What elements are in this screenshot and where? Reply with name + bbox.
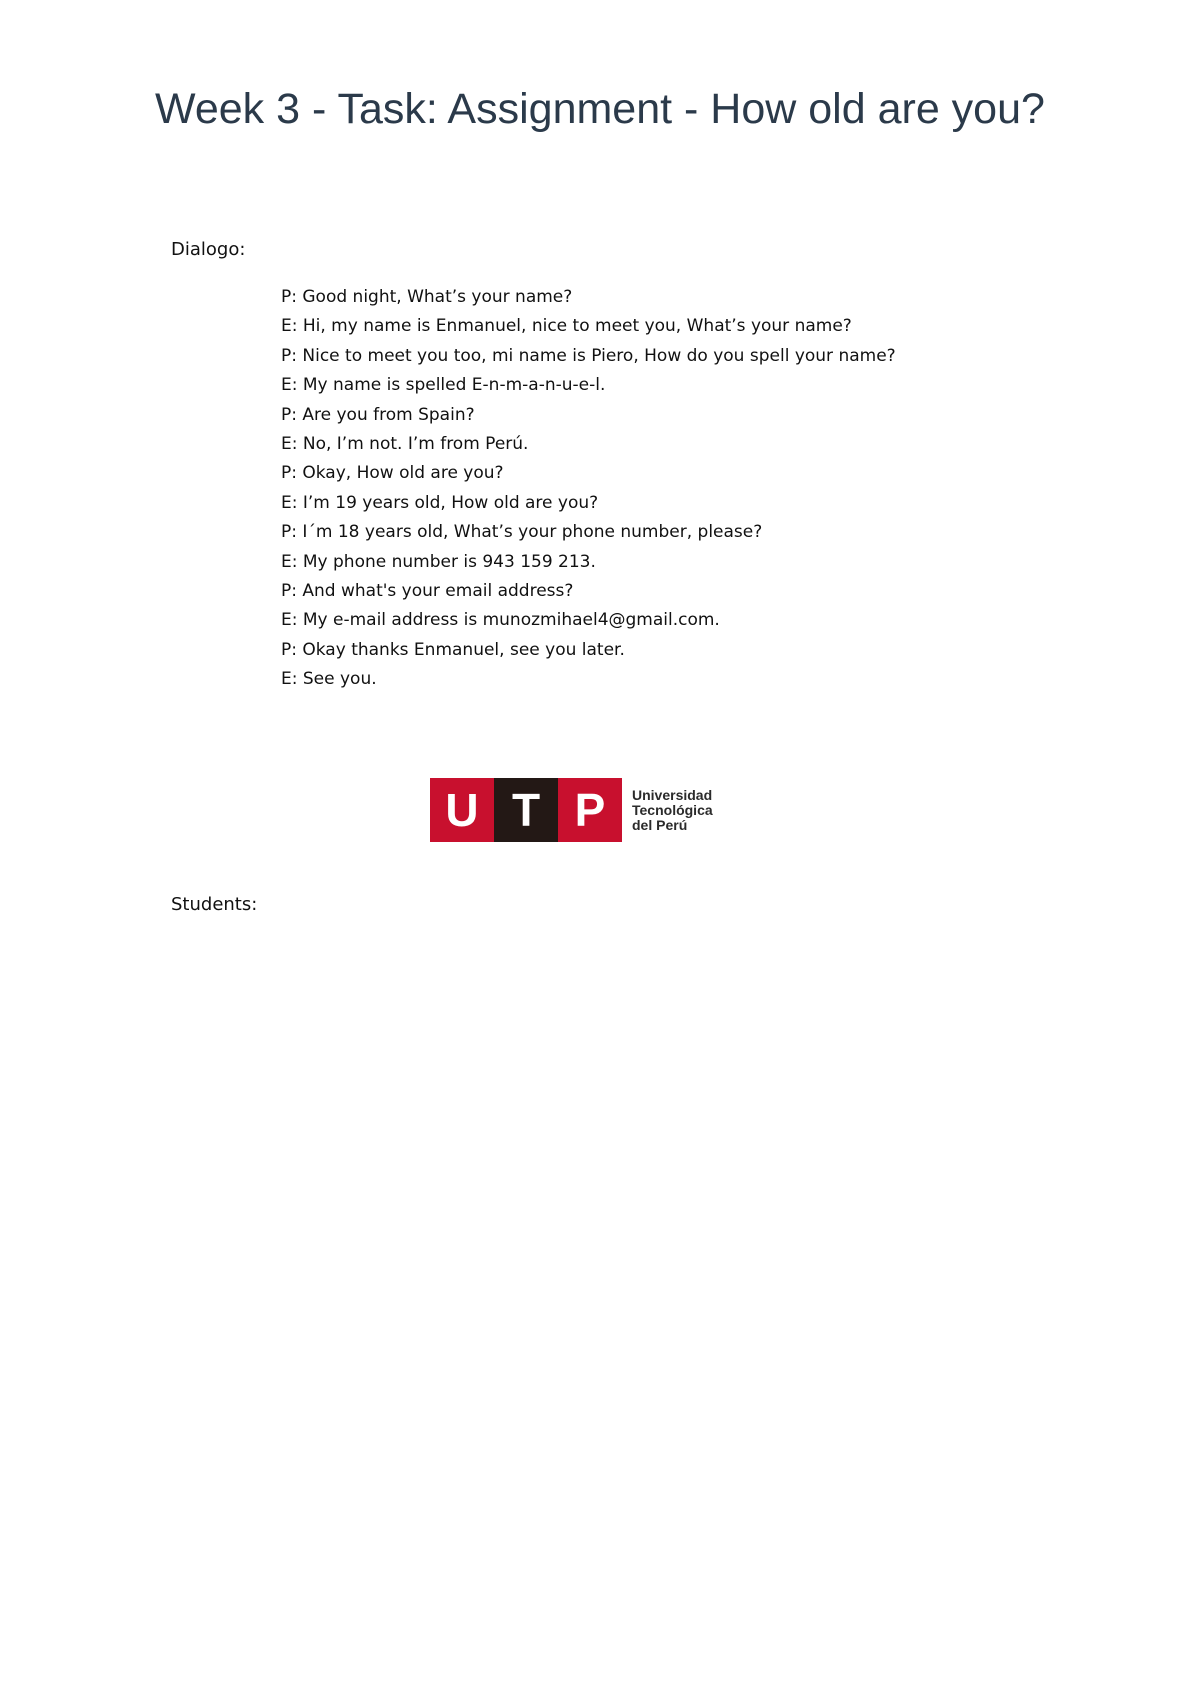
dialog-line: E: My e-mail address is munozmihael4@gmail.com. (281, 610, 720, 631)
logo-line-2: Tecnológica (632, 801, 713, 818)
dialog-line: P: Good night, What’s your name? (281, 287, 573, 307)
dialog-line: E: My phone number is 943 159 213. (281, 551, 596, 572)
logo-line-1: Universidad (632, 786, 713, 803)
dialog-list (281, 283, 896, 694)
dialog-line: E: Hi, my name is Enmanuel, nice to meet you, What’s your name? (281, 316, 852, 337)
dialog-line: P: I´m 18 years old, What’s your phone number, please? (281, 522, 763, 543)
dialog-line: E: My name is spelled E-n-m-a-n-u-e-l. (281, 375, 606, 396)
dialog-line: P: Nice to meet you too, mi name is Piero, How do you spell your name? (281, 345, 896, 366)
dialog-line: P: Okay thanks Enmanuel, see you later. (281, 639, 625, 660)
dialog-line: E: I’m 19 years old, How old are you? (281, 492, 599, 513)
document-title: Week 3 - Task: Assignment - How old are you? (155, 85, 1045, 133)
dialog-line: E: See you. (281, 669, 377, 690)
dialog-line: P: Are you from Spain? (281, 404, 475, 425)
dialog-line: E: No, I’m not. I’m from Perú. (281, 433, 529, 454)
logo-letter-p: P (558, 778, 622, 842)
logo-line-3: del Perú (632, 816, 688, 833)
students-label: Students: (171, 894, 258, 915)
dialog-line: P: Okay, How old are you? (281, 463, 504, 484)
logo-letter-t: T (494, 778, 558, 842)
dialog-line: P: And what's your email address? (281, 580, 574, 601)
logo-wordmark (632, 788, 713, 833)
logo-letter-u: U (430, 778, 494, 842)
dialog-label: Dialogo: (171, 239, 246, 260)
utp-logo (430, 778, 713, 842)
